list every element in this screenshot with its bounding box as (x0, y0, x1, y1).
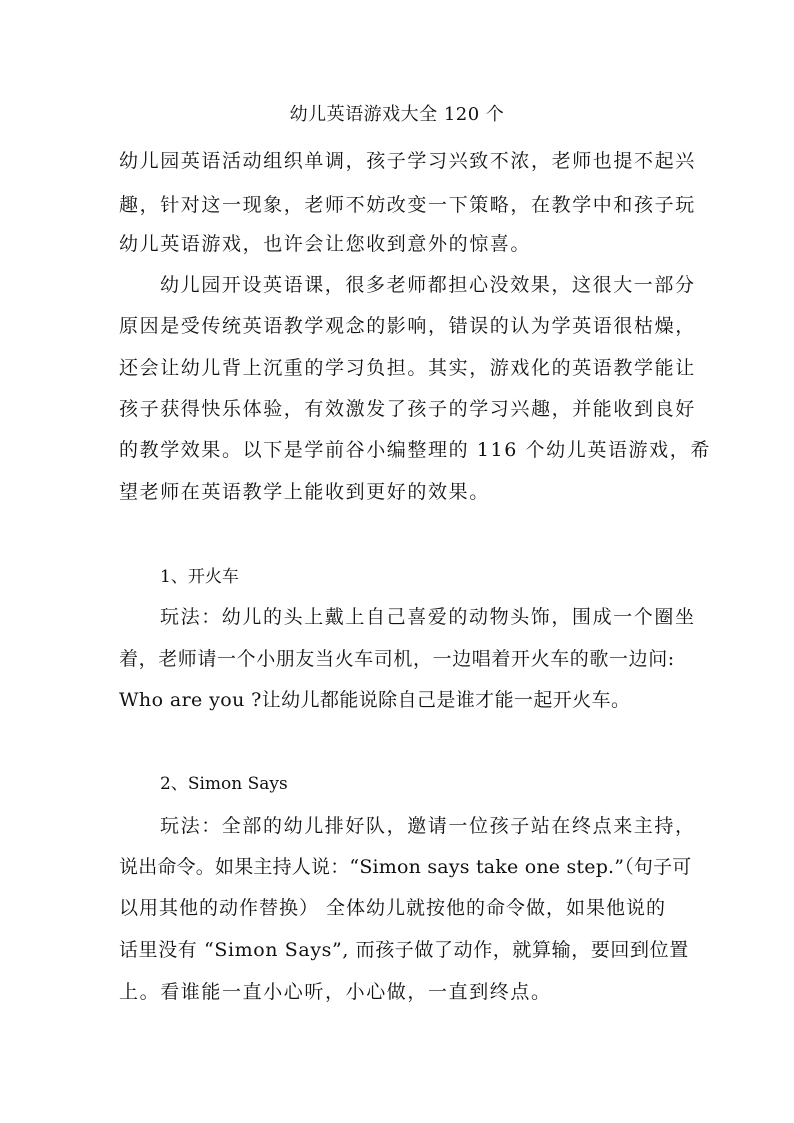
intro-line: 幼儿英语游戏，也许会让您收到意外的惊喜。 (119, 233, 532, 255)
paragraph-line: 的教学效果。以下是学前谷小编整理的 116 个幼儿英语游戏，希 (119, 439, 711, 461)
intro-line: 趣，针对这一现象，老师不妨改变一下策略，在教学中和孩子玩 (119, 194, 696, 216)
game-line: 上。看谁能一直小心听，小心做，一直到终点。 (119, 981, 552, 1003)
game-heading: 1、开火车 (160, 567, 239, 587)
game-line: 玩法：幼儿的头上戴上自己喜爱的动物头饰，围成一个圈坐 (160, 606, 696, 628)
game-line: 玩法：全部的幼儿排好队，邀请一位孩子站在终点来主持， (160, 815, 696, 837)
game-line: 着，老师请一个小朋友当火车司机，一边唱着开火车的歌一边问: (119, 648, 675, 670)
game-line: Who are you ?让幼儿都能说除自己是谁才能一起开火车。 (119, 689, 631, 711)
paragraph-line: 原因是受传统英语教学观念的影响，错误的认为学英语很枯燥， (119, 315, 696, 337)
game-line: 话里没有 “Simon Says”, 而孩子做了动作，就算输，要回到位置 (119, 939, 689, 961)
document-title: 幼儿英语游戏大全 120 个 (289, 104, 505, 125)
game-line: 说出命令。如果主持人说：“Simon says take one step.”（句子可 (119, 856, 692, 878)
paragraph-line: 孩子获得快乐体验，有效激发了孩子的学习兴趣，并能收到良好 (119, 398, 696, 420)
paragraph-line: 望老师在英语教学上能收到更好的效果。 (119, 481, 490, 503)
paragraph-line: 还会让幼儿背上沉重的学习负担。其实，游戏化的英语教学能让 (119, 357, 696, 379)
intro-line: 幼儿园英语活动组织单调，孩子学习兴致不浓，老师也提不起兴 (119, 150, 696, 172)
paragraph-line: 幼儿园开设英语课，很多老师都担心没效果，这很大一部分 (160, 274, 696, 296)
game-line: 以用其他的动作替换） 全体幼儿就按他的命令做，如果他说的 (119, 897, 667, 919)
game-heading: 2、Simon Says (160, 774, 288, 794)
